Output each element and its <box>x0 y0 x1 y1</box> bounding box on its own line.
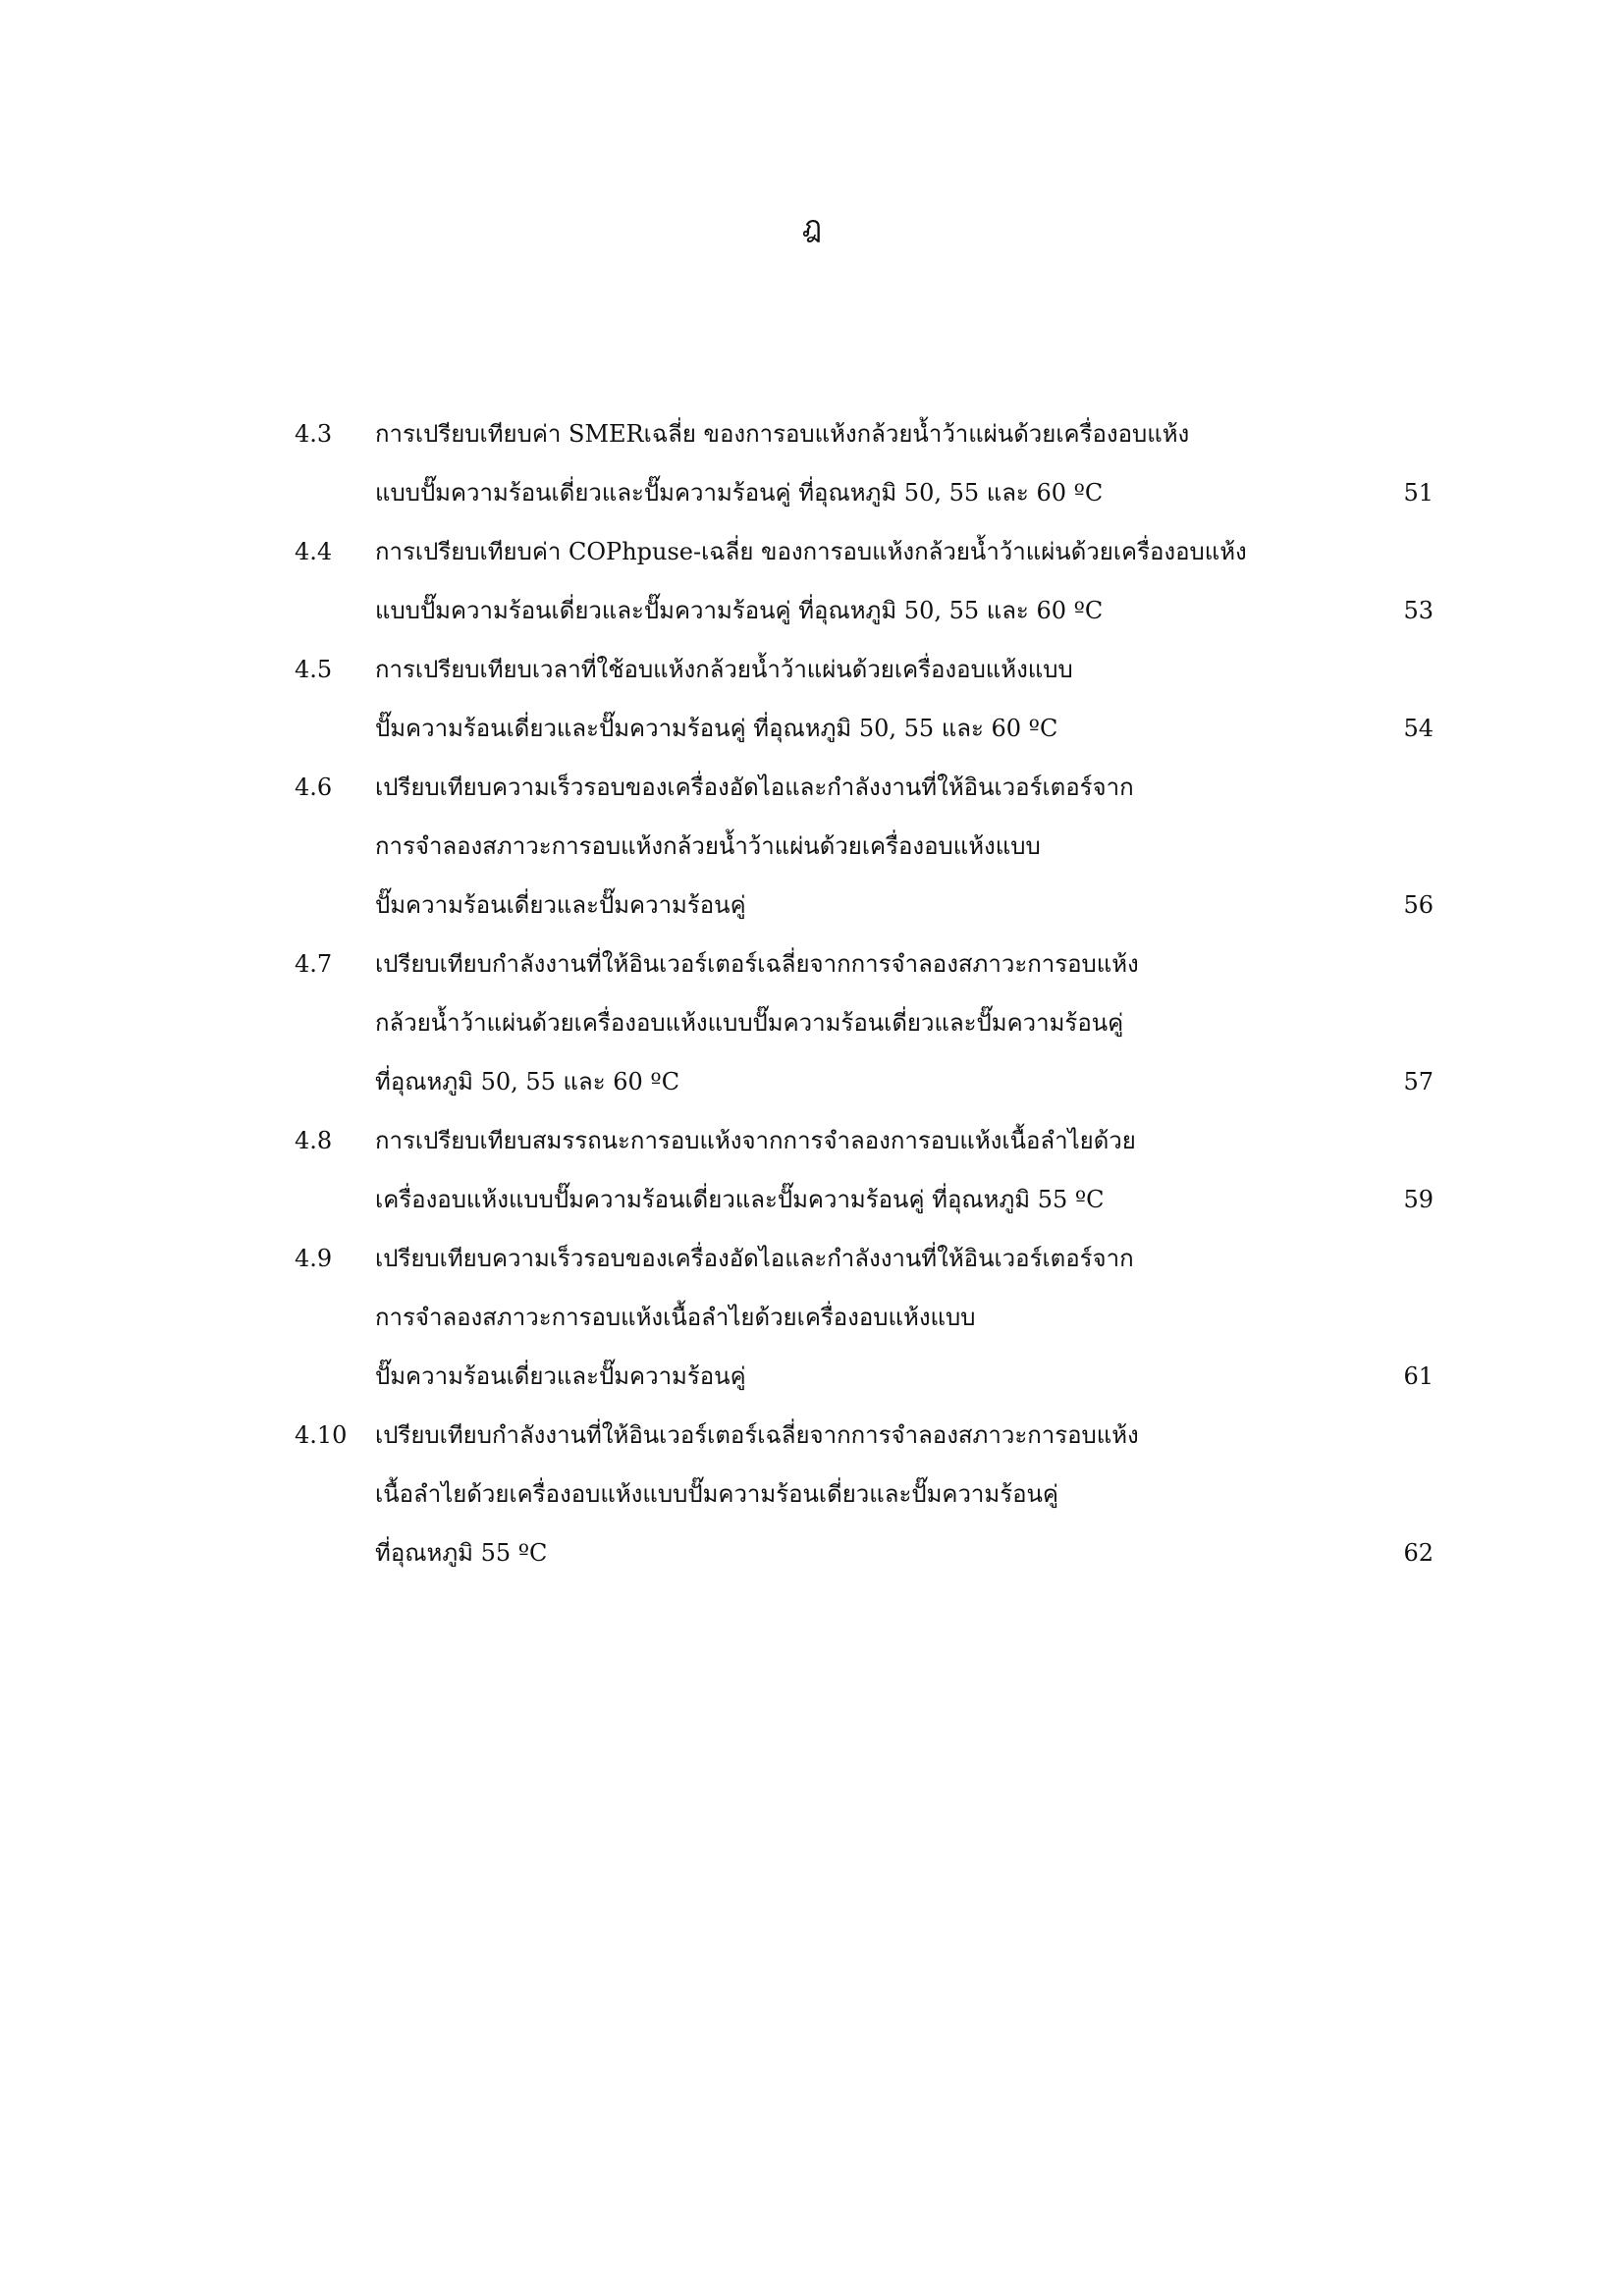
toc-entry <box>295 758 1434 934</box>
entry-page-number: 61 <box>1403 1362 1434 1390</box>
entry-line <box>375 522 1434 581</box>
entry-line <box>375 640 1434 699</box>
entry-page-number: 54 <box>1403 715 1434 742</box>
entry-number: 4.9 <box>295 1245 333 1272</box>
entry-text: เนื้อลำไยด้วยเครื่องอบแห้งแบบปั๊มความร้อนเดี่ยวและปั๊มความร้อนคู่ <box>375 1480 1058 1508</box>
entry-text: ปั๊มความร้อนเดี่ยวและปั๊มความร้อนคู่ <box>375 891 746 919</box>
entry-text: แบบปั๊มความร้อนเดี่ยวและปั๊มความร้อนคู่ ที่อุณหภูมิ 50, 55 และ 60 ºC <box>375 597 1104 624</box>
entry-page-number: 57 <box>1403 1068 1434 1095</box>
entry-text: เครื่องอบแห้งแบบปั๊มความร้อนเดี่ยวและปั๊มความร้อนคู่ ที่อุณหภูมิ 55 ºC <box>375 1186 1105 1213</box>
entry-number: 4.6 <box>295 774 333 801</box>
toc-entry <box>295 522 1434 640</box>
entry-text: การจำลองสภาวะการอบแห้งเนื้อลำไยด้วยเครื่องอบแห้งแบบ <box>375 1304 976 1331</box>
entry-text: การเปรียบเทียบค่า SMERเฉลี่ย ของการอบแห้งกล้วยน้ำว้าแผ่นด้วยเครื่องอบแห้ง <box>375 420 1190 448</box>
entry-page-number: 51 <box>1403 479 1434 507</box>
entry-page-number: 59 <box>1403 1186 1434 1213</box>
entry-text: การจำลองสภาวะการอบแห้งกล้วยน้ำว้าแผ่นด้วยเครื่องอบแห้งแบบ <box>375 832 1041 860</box>
entry-number: 4.4 <box>295 538 333 565</box>
entry-text: แบบปั๊มความร้อนเดี่ยวและปั๊มความร้อนคู่ ที่อุณหภูมิ 50, 55 และ 60 ºC <box>375 479 1104 507</box>
list-of-figures <box>295 404 1434 1582</box>
toc-entry <box>295 1229 1434 1406</box>
entry-number: 4.10 <box>295 1421 348 1449</box>
entry-number: 4.3 <box>295 420 333 448</box>
entry-lines <box>375 758 1434 934</box>
entry-line <box>375 1170 1434 1229</box>
entry-line <box>375 1288 1434 1347</box>
entry-number: 4.8 <box>295 1127 333 1154</box>
entry-line <box>375 699 1434 758</box>
entry-lines <box>375 1111 1434 1229</box>
entry-page-number: 53 <box>1403 597 1434 624</box>
entry-text: ปั๊มความร้อนเดี่ยวและปั๊มความร้อนคู่ <box>375 1362 746 1390</box>
entry-lines <box>375 1406 1434 1582</box>
entry-line <box>375 1406 1434 1465</box>
entry-line <box>375 1229 1434 1288</box>
entry-line <box>375 1052 1434 1111</box>
toc-entry <box>295 934 1434 1111</box>
entry-lines <box>375 640 1434 758</box>
entry-lines <box>375 934 1434 1111</box>
entry-lines <box>375 404 1434 522</box>
entry-number: 4.7 <box>295 950 333 978</box>
toc-entry <box>295 404 1434 522</box>
entry-page-number: 62 <box>1403 1539 1434 1567</box>
entry-text: ที่อุณหภูมิ 55 ºC <box>375 1539 548 1567</box>
entry-line <box>375 876 1434 934</box>
entry-text: เปรียบเทียบความเร็วรอบของเครื่องอัดไอและกำลังงานที่ให้อินเวอร์เตอร์จาก <box>375 1245 1134 1272</box>
entry-line <box>375 463 1434 522</box>
entry-line <box>375 1465 1434 1523</box>
entry-line <box>375 1347 1434 1406</box>
entry-line <box>375 1111 1434 1170</box>
entry-line <box>375 581 1434 640</box>
entry-lines <box>375 1229 1434 1406</box>
entry-line <box>375 404 1434 463</box>
toc-entry <box>295 1111 1434 1229</box>
entry-text: ปั๊มความร้อนเดี่ยวและปั๊มความร้อนคู่ ที่อุณหภูมิ 50, 55 และ 60 ºC <box>375 715 1058 742</box>
entry-lines <box>375 522 1434 640</box>
entry-text: การเปรียบเทียบค่า COPhpuse-เฉลี่ย ของการอบแห้งกล้วยน้ำว้าแผ่นด้วยเครื่องอบแห้ง <box>375 538 1247 565</box>
entry-text: เปรียบเทียบกำลังงานที่ให้อินเวอร์เตอร์เฉลี่ยจากการจำลองสภาวะการอบแห้ง <box>375 1421 1139 1449</box>
entry-line <box>375 817 1434 876</box>
entry-text: กล้วยน้ำว้าแผ่นด้วยเครื่องอบแห้งแบบปั๊มความร้อนเดี่ยวและปั๊มความร้อนคู่ <box>375 1009 1124 1037</box>
entry-text: ที่อุณหภูมิ 50, 55 และ 60 ºC <box>375 1068 680 1095</box>
entry-page-number: 56 <box>1403 891 1434 919</box>
entry-line <box>375 934 1434 993</box>
entry-number: 4.5 <box>295 656 333 683</box>
entry-text: การเปรียบเทียบเวลาที่ใช้อบแห้งกล้วยน้ำว้าแผ่นด้วยเครื่องอบแห้งแบบ <box>375 656 1073 683</box>
entry-text: เปรียบเทียบกำลังงานที่ให้อินเวอร์เตอร์เฉลี่ยจากการจำลองสภาวะการอบแห้ง <box>375 950 1139 978</box>
entry-text: การเปรียบเทียบสมรรถนะการอบแห้งจากการจำลองการอบแห้งเนื้อลำไยด้วย <box>375 1127 1136 1154</box>
toc-entry <box>295 640 1434 758</box>
entry-line <box>375 993 1434 1052</box>
page-number: ฎ <box>801 210 823 244</box>
toc-entry <box>295 1406 1434 1582</box>
entry-text: เปรียบเทียบความเร็วรอบของเครื่องอัดไอและกำลังงานที่ให้อินเวอร์เตอร์จาก <box>375 774 1134 801</box>
entry-line <box>375 758 1434 817</box>
entry-line <box>375 1523 1434 1582</box>
